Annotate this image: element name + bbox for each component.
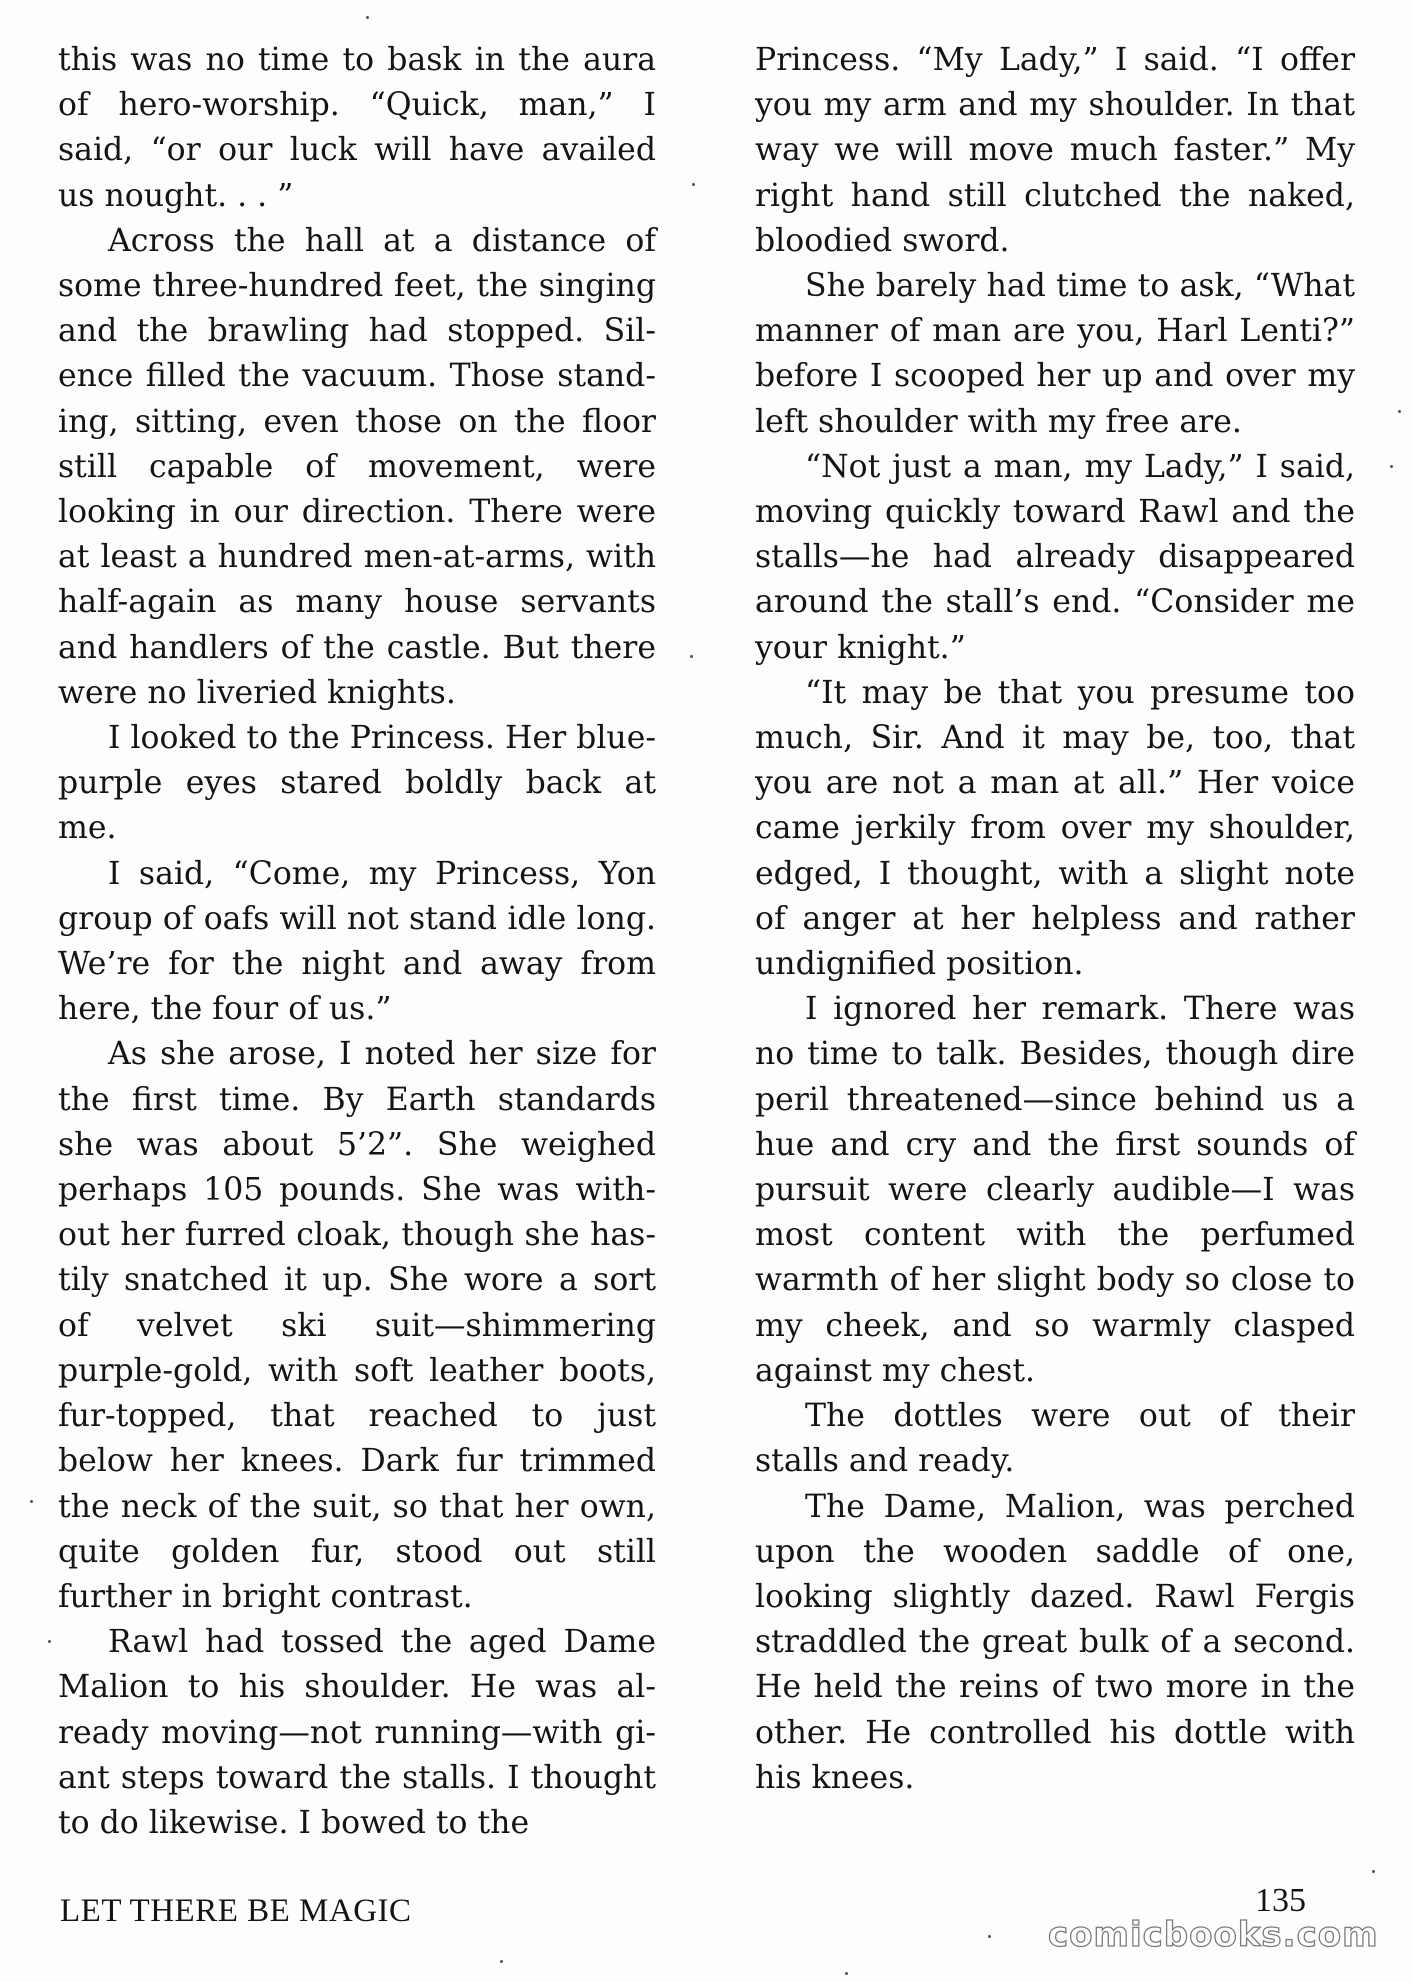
paragraph: The Dame, Malion, was perched upon the wooden saddle of one, looking slightly dazed. Rawl Fergis straddled the great bulk of a second. He held the reins of two more in the other. He controlled his dottle with his knees. — [755, 1488, 1355, 1796]
paragraph: She barely had time to ask, “What manner of man are you, Harl Lenti?” before I scooped her up and over my left shoulder with my free are. — [755, 268, 1355, 440]
paragraph: “It may be that you presume too much, Sir. And it may be, too, that you are not a man at all.” Her voice came jerkily from over my shoulder, edged, I thought, with a slight note of anger at her helpless and rather undignified position. — [755, 674, 1355, 983]
scan-speck — [1372, 1870, 1375, 1873]
paragraph: Rawl had tossed the aged Dame Malion to his shoulder. He was already moving—not running—with giant steps toward the stalls. I thought to do likewise. I bowed to the — [58, 1624, 656, 1841]
left-text-column — [58, 38, 656, 1846]
running-footer-title: LET THERE BE MAGIC — [60, 1893, 412, 1929]
scan-speck — [500, 1960, 503, 1963]
scan-speck — [692, 183, 695, 186]
paragraph: “Not just a man, my Lady,” I said, moving quickly toward Rawl and the stalls—he had already disappeared around the stall’s end. “Consider me your knight.” — [755, 448, 1355, 666]
scan-speck — [366, 16, 369, 19]
scan-speck — [48, 1640, 51, 1643]
scan-speck — [988, 1935, 991, 1938]
page-number: 135 — [1255, 1882, 1306, 1919]
paragraph: this was no time to bask in the aura of hero-worship. “Quick, man,” I said, “or our luck will have availed us nought. . . ” — [58, 42, 656, 214]
scan-speck — [1390, 465, 1393, 468]
paragraph: As she arose, I noted her size for the first time. By Earth standards she was about 5’2”. She weighed perhaps 105 pounds. She was without her furred cloak, though she hastily snatched it up. She wore a sort of velvet ski suit—shimmering purple-gold, with soft leather boots, fur-topped, that reached to just below her knees. Dark fur trimmed the neck of the suit, so that her own, quite golden fur, stood out still further in bright contrast. — [58, 1036, 656, 1615]
paragraph: I looked to the Princess. Her blue-purple eyes stared boldly back at me. — [58, 720, 656, 847]
paragraph: Across the hall at a distance of some three-hundred feet, the singing and the brawling had stopped. Silence filled the vacuum. Those standing, sitting, even those on the floor still capable of movement, were looking in our direction. There were at least a hundred men-at-arms, with half-again as many house servants and handlers of the castle. But there were no liveried knights. — [58, 222, 656, 711]
paragraph: Princess. “My Lady,” I said. “I offer you my arm and my shoulder. In that way we will move much faster.” My right hand still clutched the naked, bloodied sword. — [755, 42, 1355, 259]
scan-speck — [690, 655, 693, 658]
scan-speck — [845, 1972, 848, 1975]
scan-speck — [30, 1500, 33, 1503]
right-text-column — [755, 38, 1355, 1801]
paragraph: I said, “Come, my Princess, Yon group of oafs will not stand idle long. We’re for the night and away from here, the four of us.” — [58, 855, 656, 1028]
scan-speck — [1398, 410, 1401, 413]
paragraph: The dottles were out of their stalls and ready. — [755, 1398, 1355, 1480]
paragraph: I ignored her remark. There was no time to talk. Besides, though dire peril threatened—since behind us a hue and cry and the first sounds of pursuit were clearly audible—I was most content with the perfumed warmth of her slight body so close to my cheek, and so warmly clasped against my chest. — [755, 991, 1355, 1389]
site-watermark: comicbooks.com — [1048, 1915, 1379, 1955]
